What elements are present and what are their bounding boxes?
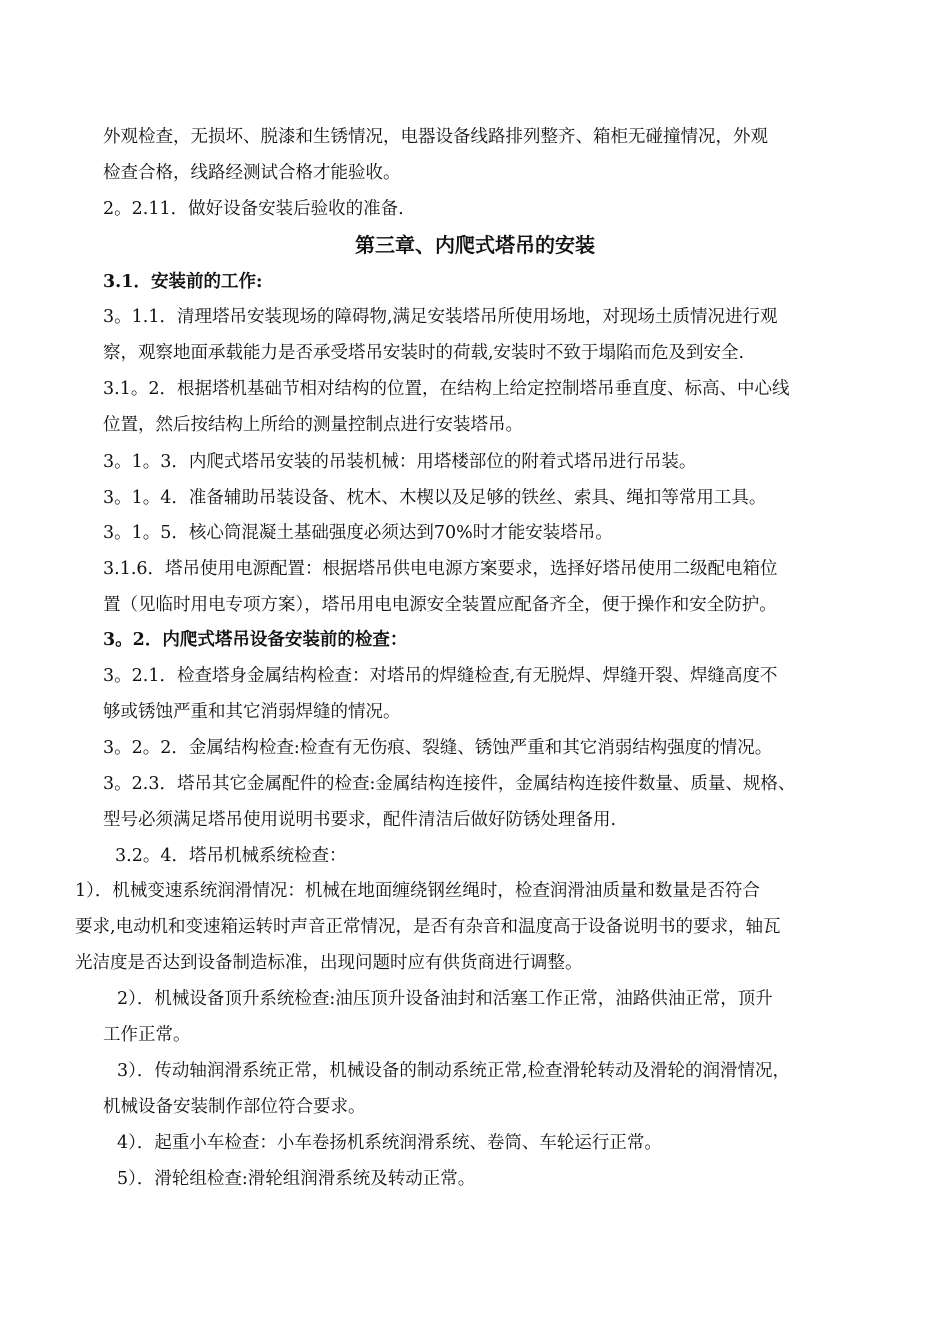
section-heading: 3.1．安装前的工作: bbox=[103, 272, 263, 292]
paragraph-line: 3.1.6．塔吊使用电源配置：根据塔吊供电电源方案要求，选择好塔吊使用二级配电箱位 bbox=[103, 559, 778, 579]
list-item-line: 工作正常。 bbox=[103, 1025, 191, 1045]
list-item-line: 光洁度是否达到设备制造标准，出现问题时应有供货商进行调整。 bbox=[75, 953, 583, 973]
paragraph-line: 置（见临时用电专项方案），塔吊用电电源安全装置应配备齐全，便于操作和安全防护。 bbox=[103, 595, 777, 615]
paragraph-line: 位置，然后按结构上所给的测量控制点进行安装塔吊。 bbox=[103, 415, 523, 435]
paragraph-line: 3。2.1．检查塔身金属结构检查：对塔吊的焊缝检查,有无脱焊、焊缝开裂、焊缝高度不 bbox=[103, 666, 778, 686]
paragraph-line: 3.1。2．根据塔机基础节相对结构的位置，在结构上给定控制塔吊垂直度、标高、中心线 bbox=[103, 379, 790, 399]
paragraph-line: 3.2。4．塔吊机械系统检查： bbox=[115, 846, 347, 866]
chapter-heading: 第三章、内爬式塔吊的安装 bbox=[355, 233, 595, 257]
paragraph-line: 检查合格，线路经测试合格才能验收。 bbox=[103, 163, 401, 183]
list-item-line: 4）．起重小车检查：小车卷扬机系统润滑系统、卷筒、车轮运行正常。 bbox=[117, 1133, 662, 1153]
list-item-line: 1）．机械变速系统润滑情况：机械在地面缠绕钢丝绳时，检查润滑油质量和数量是否符合 bbox=[75, 881, 760, 901]
list-item-line: 机械设备安装制作部位符合要求。 bbox=[103, 1097, 366, 1117]
paragraph-line: 型号必须满足塔吊使用说明书要求，配件清洁后做好防锈处理备用. bbox=[103, 810, 617, 830]
list-item-line: 2）．机械设备顶升系统检查:油压顶升设备油封和活塞工作正常，油路供油正常，顶升 bbox=[117, 989, 773, 1009]
section-heading: 3。2．内爬式塔吊设备安装前的检查： bbox=[103, 630, 408, 650]
paragraph-line: 3。1。3．内爬式塔吊安装的吊装机械：用塔楼部位的附着式塔吊进行吊装。 bbox=[103, 452, 697, 472]
list-item-line: 要求,电动机和变速箱运转时声音正常情况，是否有杂音和温度高于设备说明书的要求，轴瓦 bbox=[75, 917, 781, 937]
paragraph-line: 3。1。4．准备辅助吊装设备、枕木、木楔以及足够的铁丝、索具、绳扣等常用工具。 bbox=[103, 488, 767, 508]
paragraph-line: 2。2.11．做好设备安装后验收的准备. bbox=[103, 199, 404, 219]
paragraph-line: 3。2.3．塔吊其它金属配件的检查:金属结构连接件，金属结构连接件数量、质量、规格、 bbox=[103, 774, 796, 794]
paragraph-line: 外观检查，无损坏、脱漆和生锈情况，电器设备线路排列整齐、箱柜无碰撞情况，外观 bbox=[103, 127, 768, 147]
paragraph-line: 够或锈蚀严重和其它消弱焊缝的情况。 bbox=[103, 702, 401, 722]
list-item-line: 5）．滑轮组检查:滑轮组润滑系统及转动正常。 bbox=[117, 1169, 476, 1189]
paragraph-line: 3。2。2．金属结构检查:检查有无伤痕、裂缝、锈蚀严重和其它消弱结构强度的情况。 bbox=[103, 738, 773, 758]
paragraph-line: 察，观察地面承载能力是否承受塔吊安装时的荷载,安装时不致于塌陷而危及到安全. bbox=[103, 343, 745, 363]
paragraph-line: 3。1.1．清理塔吊安装现场的障碍物,满足安装塔吊所使用场地，对现场土质情况进行观 bbox=[103, 307, 778, 327]
list-item-line: 3）．传动轴润滑系统正常，机械设备的制动系统正常,检查滑轮转动及滑轮的润滑情况， bbox=[117, 1061, 790, 1081]
paragraph-line: 3。1。5．核心筒混凝土基础强度必须达到70%时才能安装塔吊。 bbox=[103, 523, 613, 543]
